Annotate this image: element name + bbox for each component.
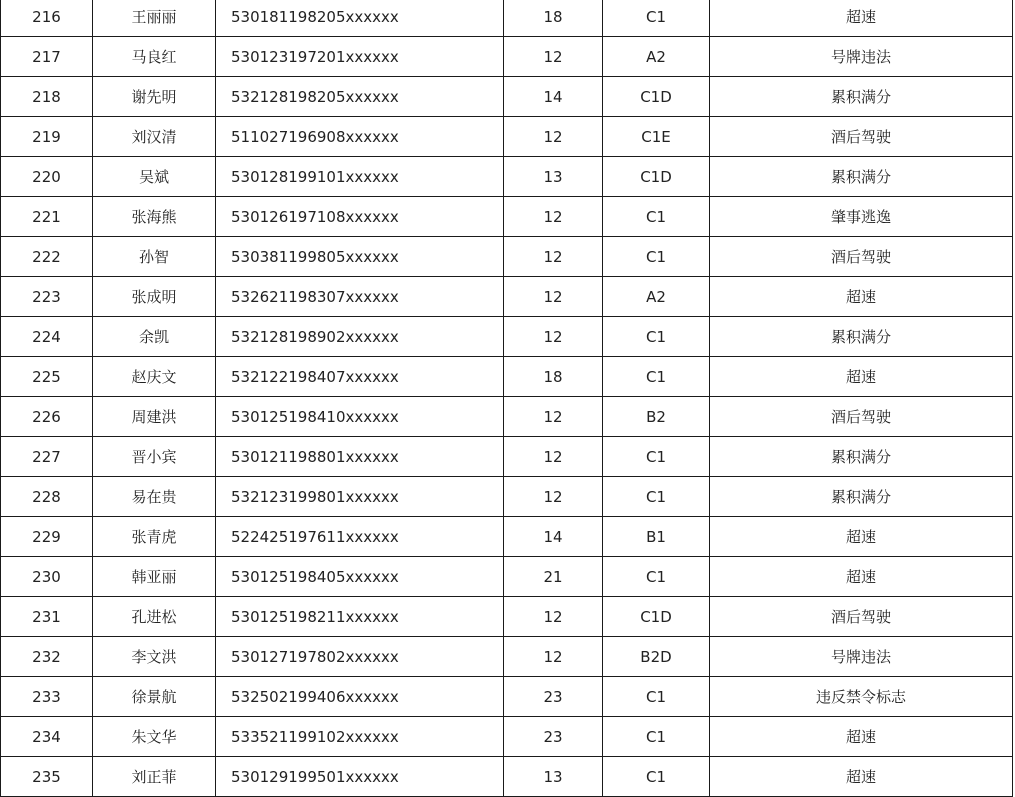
cell-id-number: 532621198307xxxxxx xyxy=(216,277,504,317)
cell-id-number: 533521199102xxxxxx xyxy=(216,717,504,757)
cell-number: 219 xyxy=(1,117,93,157)
cell-license-class: C1 xyxy=(603,677,710,717)
cell-number: 225 xyxy=(1,357,93,397)
cell-number: 231 xyxy=(1,597,93,637)
cell-violation: 酒后驾驶 xyxy=(710,397,1013,437)
cell-points: 12 xyxy=(504,637,603,677)
cell-points: 14 xyxy=(504,517,603,557)
cell-name: 李文洪 xyxy=(93,637,216,677)
cell-number: 235 xyxy=(1,757,93,797)
cell-name: 周建洪 xyxy=(93,397,216,437)
table-row xyxy=(1,237,1013,277)
cell-name: 王丽丽 xyxy=(93,0,216,37)
cell-violation: 超速 xyxy=(710,557,1013,597)
table-row xyxy=(1,77,1013,117)
cell-points: 12 xyxy=(504,237,603,277)
cell-points: 12 xyxy=(504,197,603,237)
cell-id-number: 530128199101xxxxxx xyxy=(216,157,504,197)
cell-id-number: 530126197108xxxxxx xyxy=(216,197,504,237)
cell-license-class: C1 xyxy=(603,757,710,797)
cell-number: 223 xyxy=(1,277,93,317)
cell-points: 12 xyxy=(504,37,603,77)
cell-violation: 号牌违法 xyxy=(710,637,1013,677)
table-row xyxy=(1,317,1013,357)
cell-violation: 违反禁令标志 xyxy=(710,677,1013,717)
table-row xyxy=(1,277,1013,317)
cell-id-number: 530129199501xxxxxx xyxy=(216,757,504,797)
cell-number: 222 xyxy=(1,237,93,277)
table-row xyxy=(1,37,1013,77)
cell-number: 228 xyxy=(1,477,93,517)
table-row xyxy=(1,477,1013,517)
cell-license-class: C1 xyxy=(603,717,710,757)
cell-id-number: 532502199406xxxxxx xyxy=(216,677,504,717)
cell-number: 227 xyxy=(1,437,93,477)
cell-name: 张海熊 xyxy=(93,197,216,237)
cell-points: 13 xyxy=(504,157,603,197)
cell-points: 18 xyxy=(504,0,603,37)
cell-points: 12 xyxy=(504,437,603,477)
table-row xyxy=(1,197,1013,237)
table-body xyxy=(1,0,1013,797)
table-row xyxy=(1,397,1013,437)
cell-points: 12 xyxy=(504,277,603,317)
cell-violation: 酒后驾驶 xyxy=(710,117,1013,157)
cell-license-class: C1 xyxy=(603,437,710,477)
cell-name: 朱文华 xyxy=(93,717,216,757)
cell-number: 232 xyxy=(1,637,93,677)
cell-license-class: C1 xyxy=(603,0,710,37)
cell-license-class: B1 xyxy=(603,517,710,557)
cell-violation: 超速 xyxy=(710,277,1013,317)
cell-violation: 酒后驾驶 xyxy=(710,597,1013,637)
cell-points: 12 xyxy=(504,597,603,637)
cell-name: 张成明 xyxy=(93,277,216,317)
cell-license-class: B2D xyxy=(603,637,710,677)
cell-name: 孙智 xyxy=(93,237,216,277)
cell-violation: 累积满分 xyxy=(710,317,1013,357)
cell-points: 12 xyxy=(504,117,603,157)
cell-points: 13 xyxy=(504,757,603,797)
cell-name: 刘汉清 xyxy=(93,117,216,157)
cell-license-class: A2 xyxy=(603,37,710,77)
table-row xyxy=(1,0,1013,37)
cell-name: 刘正菲 xyxy=(93,757,216,797)
table-row xyxy=(1,117,1013,157)
cell-license-class: C1 xyxy=(603,237,710,277)
table-row xyxy=(1,597,1013,637)
cell-number: 230 xyxy=(1,557,93,597)
cell-id-number: 530123197201xxxxxx xyxy=(216,37,504,77)
cell-violation: 累积满分 xyxy=(710,157,1013,197)
cell-number: 218 xyxy=(1,77,93,117)
table-row xyxy=(1,357,1013,397)
cell-license-class: C1D xyxy=(603,157,710,197)
cell-id-number: 530381199805xxxxxx xyxy=(216,237,504,277)
cell-points: 14 xyxy=(504,77,603,117)
cell-points: 18 xyxy=(504,357,603,397)
cell-name: 吴斌 xyxy=(93,157,216,197)
cell-id-number: 511027196908xxxxxx xyxy=(216,117,504,157)
cell-license-class: A2 xyxy=(603,277,710,317)
cell-violation: 超速 xyxy=(710,717,1013,757)
cell-violation: 肇事逃逸 xyxy=(710,197,1013,237)
cell-number: 220 xyxy=(1,157,93,197)
table-row xyxy=(1,517,1013,557)
cell-id-number: 532128198205xxxxxx xyxy=(216,77,504,117)
cell-violation: 超速 xyxy=(710,357,1013,397)
cell-id-number: 530125198405xxxxxx xyxy=(216,557,504,597)
cell-violation: 超速 xyxy=(710,517,1013,557)
cell-number: 217 xyxy=(1,37,93,77)
cell-license-class: C1 xyxy=(603,317,710,357)
cell-number: 224 xyxy=(1,317,93,357)
cell-points: 12 xyxy=(504,477,603,517)
cell-license-class: C1D xyxy=(603,77,710,117)
cell-violation: 累积满分 xyxy=(710,437,1013,477)
cell-name: 孔进松 xyxy=(93,597,216,637)
cell-points: 21 xyxy=(504,557,603,597)
cell-id-number: 530121198801xxxxxx xyxy=(216,437,504,477)
cell-name: 马良红 xyxy=(93,37,216,77)
cell-number: 229 xyxy=(1,517,93,557)
cell-number: 221 xyxy=(1,197,93,237)
cell-license-class: C1 xyxy=(603,557,710,597)
cell-violation: 酒后驾驶 xyxy=(710,237,1013,277)
cell-points: 12 xyxy=(504,317,603,357)
cell-id-number: 532128198902xxxxxx xyxy=(216,317,504,357)
cell-points: 23 xyxy=(504,677,603,717)
cell-name: 徐景航 xyxy=(93,677,216,717)
cell-violation: 累积满分 xyxy=(710,77,1013,117)
table-row xyxy=(1,677,1013,717)
cell-name: 赵庆文 xyxy=(93,357,216,397)
table-row xyxy=(1,437,1013,477)
cell-violation: 累积满分 xyxy=(710,477,1013,517)
cell-violation: 超速 xyxy=(710,757,1013,797)
table-row xyxy=(1,557,1013,597)
cell-license-class: C1D xyxy=(603,597,710,637)
cell-license-class: C1E xyxy=(603,117,710,157)
cell-violation: 号牌违法 xyxy=(710,37,1013,77)
table-row xyxy=(1,637,1013,677)
cell-id-number: 530127197802xxxxxx xyxy=(216,637,504,677)
table-row xyxy=(1,757,1013,797)
cell-license-class: B2 xyxy=(603,397,710,437)
cell-id-number: 530181198205xxxxxx xyxy=(216,0,504,37)
cell-id-number: 530125198410xxxxxx xyxy=(216,397,504,437)
cell-points: 23 xyxy=(504,717,603,757)
cell-name: 张青虎 xyxy=(93,517,216,557)
cell-name: 谢先明 xyxy=(93,77,216,117)
cell-points: 12 xyxy=(504,397,603,437)
cell-number: 216 xyxy=(1,0,93,37)
table-row xyxy=(1,717,1013,757)
cell-id-number: 532123199801xxxxxx xyxy=(216,477,504,517)
cell-name: 余凯 xyxy=(93,317,216,357)
cell-license-class: C1 xyxy=(603,477,710,517)
cell-number: 234 xyxy=(1,717,93,757)
cell-id-number: 522425197611xxxxxx xyxy=(216,517,504,557)
cell-id-number: 532122198407xxxxxx xyxy=(216,357,504,397)
cell-number: 233 xyxy=(1,677,93,717)
cell-license-class: C1 xyxy=(603,357,710,397)
cell-id-number: 530125198211xxxxxx xyxy=(216,597,504,637)
cell-name: 易在贵 xyxy=(93,477,216,517)
cell-number: 226 xyxy=(1,397,93,437)
table-row xyxy=(1,157,1013,197)
cell-violation: 超速 xyxy=(710,0,1013,37)
cell-name: 韩亚丽 xyxy=(93,557,216,597)
cell-name: 晋小宾 xyxy=(93,437,216,477)
cell-license-class: C1 xyxy=(603,197,710,237)
